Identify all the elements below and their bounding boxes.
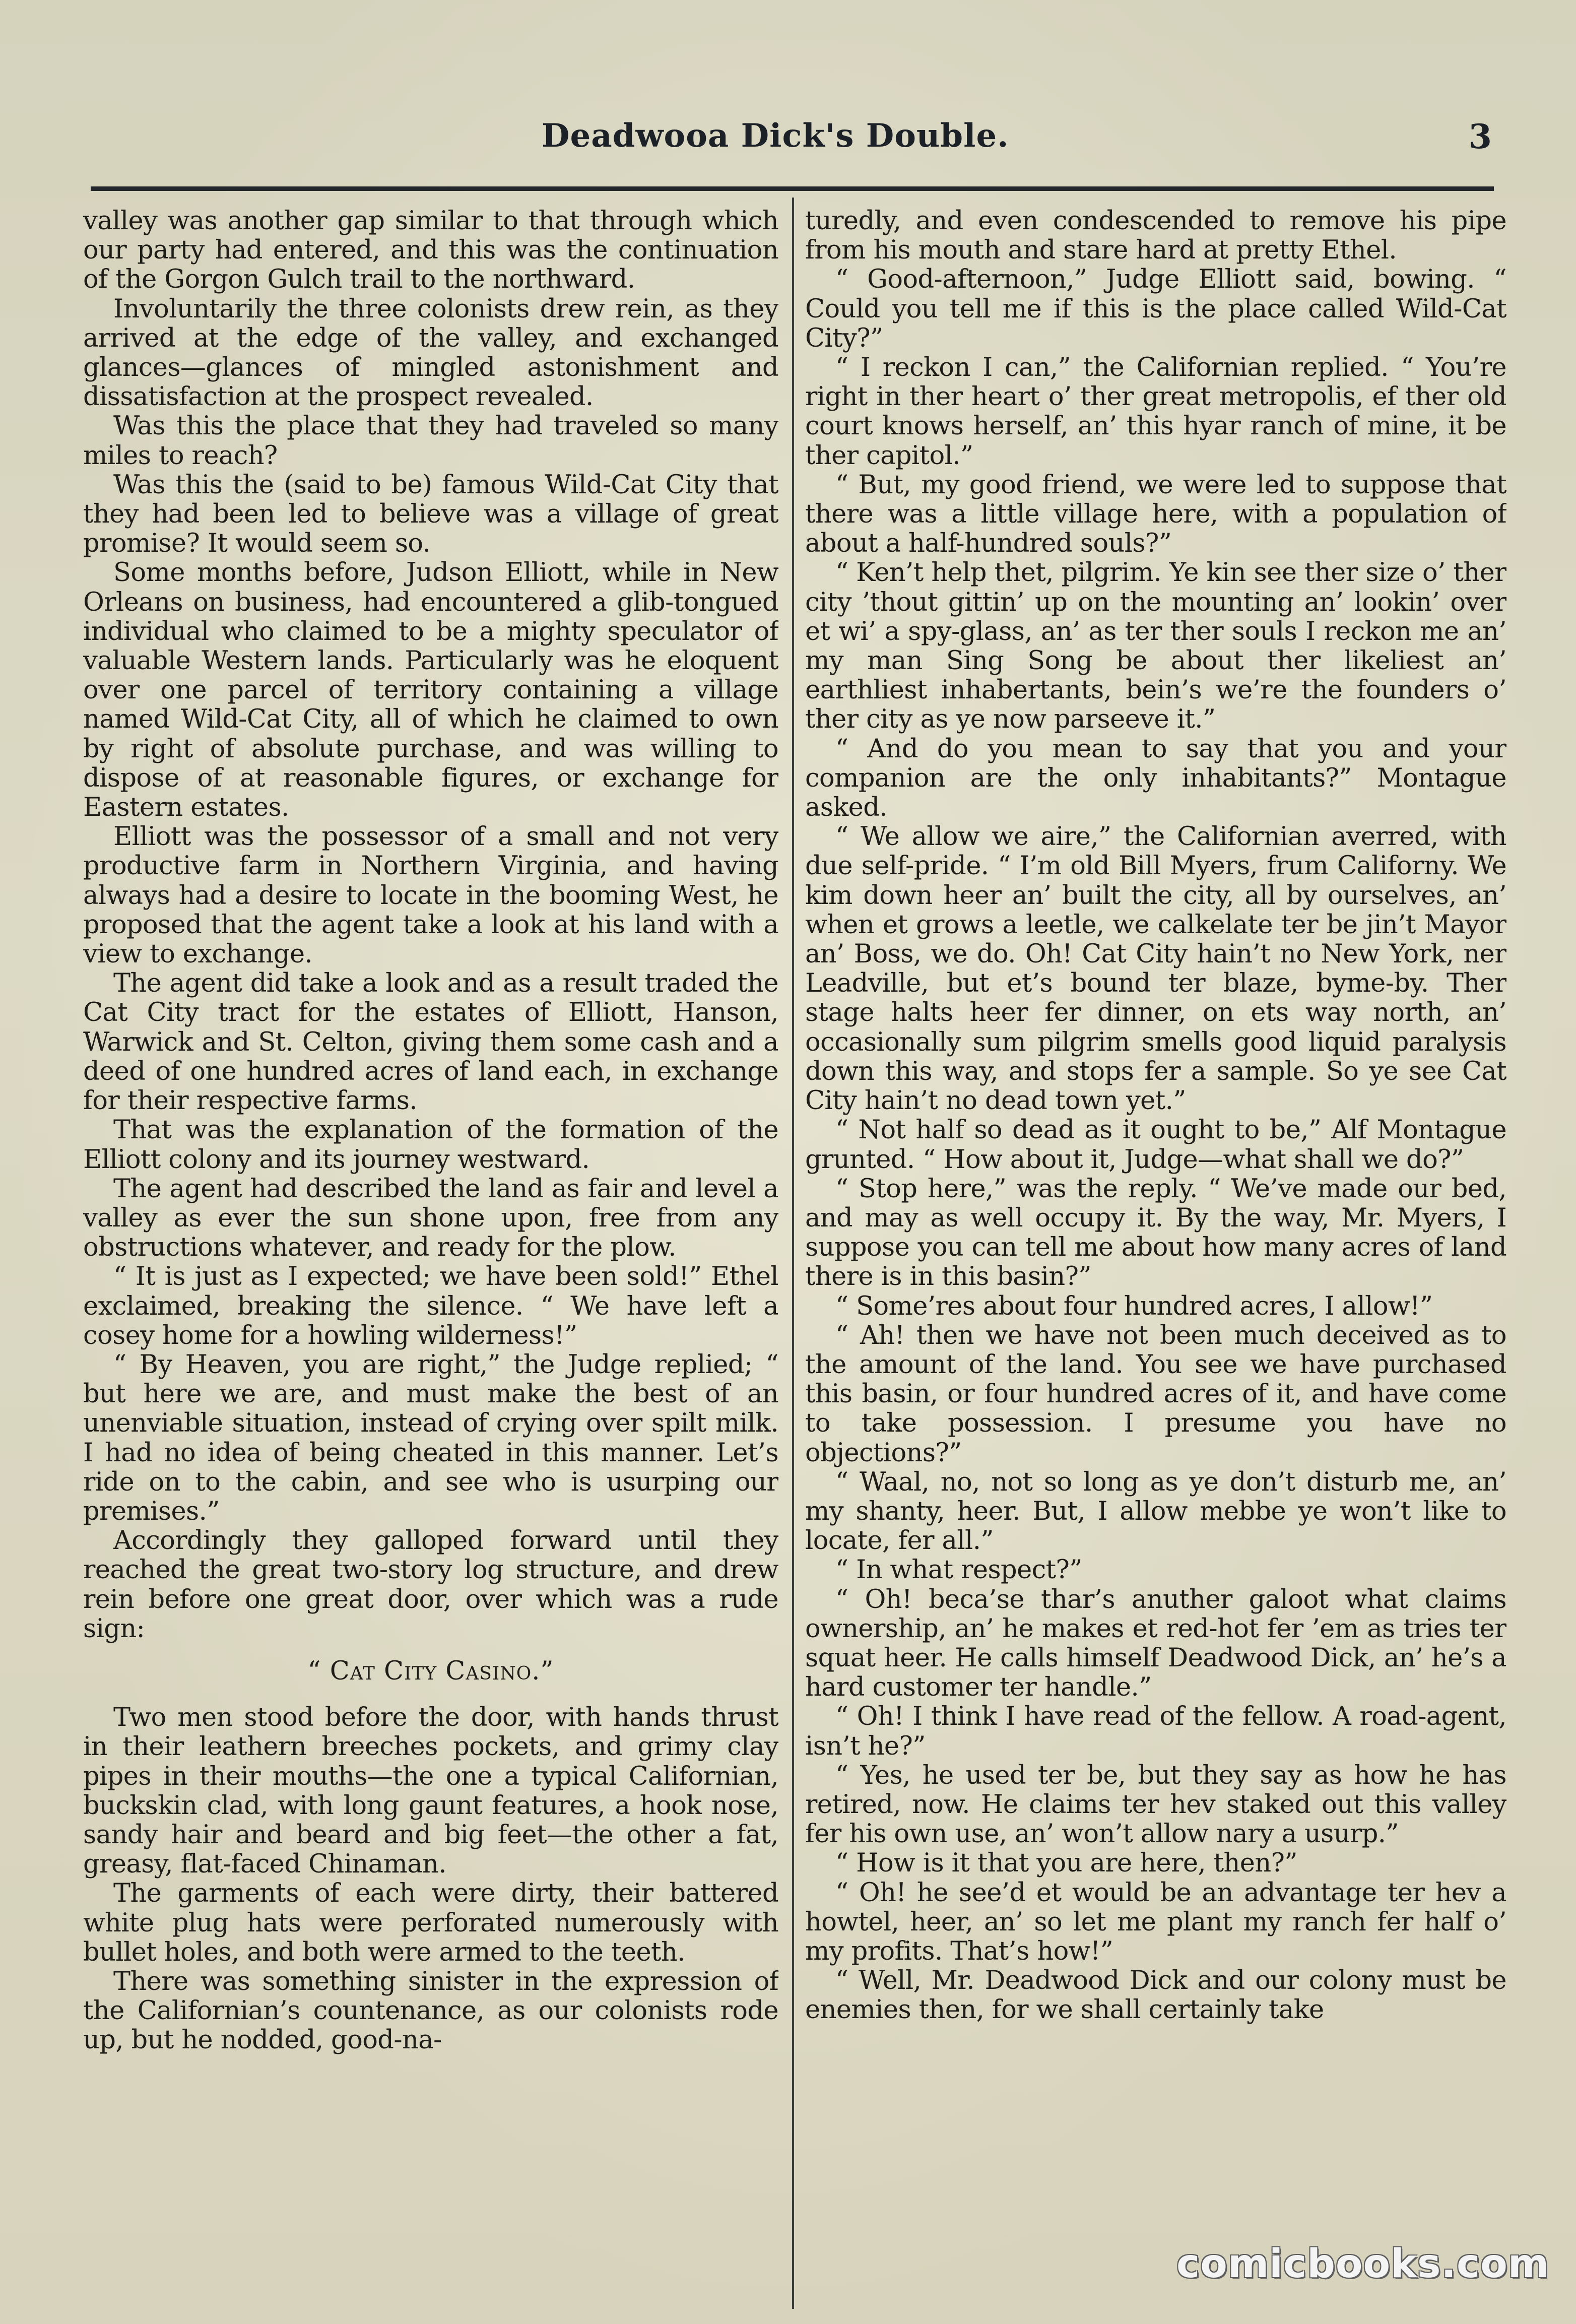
- paragraph: “ Not half so dead as it ought to be,” Alf Montague grunted. “ How about it, Judge—what shall we do?”: [805, 1115, 1506, 1175]
- page-number: 3: [1469, 117, 1492, 156]
- left-column: [83, 207, 778, 2313]
- paragraph: “ How is it that you are here, then?”: [835, 1848, 1297, 1879]
- column-divider: [792, 198, 794, 2309]
- paragraph: “ Some’res about four hundred acres, I allow!”: [835, 1291, 1433, 1321]
- paragraph: “ We allow we aire,” the Californian averred, with due self-pride. “ I’m old Bill Myers, frum Californy. We kim down heer an’ built the city, all by ourselves, an’ when et grows a leetle, we calkelate ter be jin’t Mayor an’ Boss, we do. Oh! Cat City hain’t no New York, ner Leadville, but et’s bound ter blaze, byme-by. Ther stage halts heer fer dinner, on ets way north, an’ occasionally sum pilgrim smells good liquid paralysis down this way, and stops fer a sample. So ye see Cat City hain’t no dead town yet.”: [805, 822, 1506, 1116]
- paragraph: “ And do you mean to say that you and your companion are the only inhabitants?” Montague asked.: [805, 734, 1506, 823]
- paragraph: valley was another gap similar to that through which our party had entered, and this was the continuation of the Gorgon Gulch trail to the northward.: [83, 207, 778, 295]
- paragraph: turedly, and even condescended to remove his pipe from his mouth and stare hard at pretty Ethel.: [805, 207, 1506, 266]
- paragraph: That was the explanation of the formation of the Elliott colony and its journey westward.: [83, 1115, 778, 1175]
- paragraph: “ But, my good friend, we were led to suppose that there was a little village here, with a population of about a half-hundred souls?”: [805, 470, 1506, 559]
- paragraph: The agent did take a look and as a result traded the Cat City tract for the estates of Elliott, Hanson, Warwick and St. Celton, giving them some cash and a deed of one hundred acres of land each, in exchange for their respective farms.: [83, 969, 778, 1116]
- paragraph: “ Ah! then we have not been much deceived as to the amount of the land. You see we have purchased this basin, or four hundred acres of it, and have come to take possession. I presume you have no objections?”: [805, 1320, 1506, 1468]
- running-header: [0, 117, 1576, 172]
- paragraph: The agent had described the land as fair and level a valley as ever the sun shone upon, free from any obstructions whatever, and ready for the plow.: [83, 1174, 778, 1263]
- paragraph: Involuntarily the three colonists drew rein, as they arrived at the edge of the valley, and exchanged glances—glances of mingled astonishment and dissatisfaction at the prospect revealed.: [83, 294, 778, 412]
- paragraph: “ In what respect?”: [835, 1555, 1082, 1585]
- paragraph: The garments of each were dirty, their battered white plug hats were perforated numerously with bullet holes, and both were armed to the teeth.: [83, 1879, 778, 1967]
- paragraph: Two men stood before the door, with hands thrust in their leathern breeches pockets, and grimy clay pipes in their mouths—the one a typical Californian, buckskin clad, with long gaunt features, a hook nose, sandy hair and beard and big feet—the other a fat, greasy, flat-faced Chinaman.: [83, 1703, 778, 1880]
- right-column: [805, 207, 1506, 2313]
- paragraph: Elliott was the possessor of a small and not very productive farm in Northern Virginia, and having always had a desire to locate in the booming West, he proposed that the agent take a look at his land with a view to exchange.: [83, 822, 778, 970]
- paragraph: Was this the (said to be) famous Wild-Cat City that they had been led to believe was a village of great promise? It would seem so.: [83, 470, 778, 559]
- paragraph: “ Waal, no, not so long as ye don’t disturb me, an’ my shanty, heer. But, I allow mebbe ye won’t like to locate, fer all.”: [805, 1467, 1506, 1556]
- paragraph: “ Oh! I think I have read of the fellow. A road-agent, isn’t he?”: [805, 1702, 1506, 1761]
- header-rule: [91, 186, 1494, 191]
- running-title: Deadwooa Dick's Double.: [542, 117, 1009, 155]
- paragraph: “ I reckon I can,” the Californian replied. “ You’re right in ther heart o’ ther great metropolis, ef ther old court knows herself, an’ this hyar ranch of mine, it be ther capitol.”: [805, 353, 1506, 471]
- paragraph: “ Oh! beca’se thar’s anuther galoot what claims ownership, an’ he makes et red-hot fer ’em as tries ter squat heer. He calls himself Deadwood Dick, an’ he’s a hard customer ter handle.”: [805, 1584, 1506, 1703]
- paragraph: Some months before, Judson Elliott, while in New Orleans on business, had encountered a glib-tongued individual who claimed to be a mighty speculator of valuable Western lands. Particularly was he eloquent over one parcel of territory containing a village named Wild-Cat City, all of which he claimed to own by right of absolute purchase, and was willing to dispose of at reasonable figures, or exchange for Eastern estates.: [83, 558, 778, 823]
- sign-text: “ Cat City Casino.”: [307, 1656, 554, 1686]
- paragraph: Accordingly they galloped forward until they reached the great two-story log structure, and drew rein before one great door, over which was a rude sign:: [83, 1526, 778, 1644]
- paragraph: “ Ken’t help thet, pilgrim. Ye kin see ther size o’ ther city ’thout gittin’ up on the mounting an’ lookin’ over et wi’ a spy-glass, an’ as ter ther souls I reckon me an’ my man Sing Song be about ther likeliest an’ earthliest inhabertants, bein’s we’re the founders o’ ther city as ye now parseeve it.”: [805, 558, 1506, 735]
- paragraph: “ Yes, he used ter be, but they say as how he has retired, now. He claims ter hev staked out this valley fer his own use, an’ won’t allow nary a usurp.”: [805, 1760, 1506, 1849]
- watermark: comicbooks.com: [1176, 2241, 1550, 2287]
- paragraph: Was this the place that they had traveled so many miles to reach?: [83, 411, 778, 471]
- paragraph: “ It is just as I expected; we have been sold!” Ethel exclaimed, breaking the silence. “ We have left a cosey home for a howling wilderness!”: [83, 1262, 778, 1350]
- paragraph: “ By Heaven, you are right,” the Judge replied; “ but here we are, and must make the best of an unenviable situation, instead of crying over spilt milk. I had no idea of being cheated in this manner. Let’s ride on to the cabin, and see who is usurping our premises.”: [83, 1349, 778, 1526]
- paragraph: “ Stop here,” was the reply. “ We’ve made our bed, and may as well occupy it. By the way, Mr. Myers, I suppose you can tell me about how many acres of land there is in this basin?”: [805, 1174, 1506, 1292]
- paragraph: “ Good-afternoon,” Judge Elliott said, bowing. “ Could you tell me if this is the place called Wild-Cat City?”: [805, 265, 1506, 353]
- paragraph: There was something sinister in the expression of the Californian’s countenance, as our colonists rode up, but he nodded, good-na-: [83, 1966, 778, 2055]
- paragraph: “ Oh! he see’d et would be an advantage ter hev a howtel, heer, an’ so let me plant my ranch fer half o’ my profits. That’s how!”: [805, 1878, 1506, 1966]
- paragraph: “ Well, Mr. Deadwood Dick and our colony must be enemies then, for we shall certainly take: [805, 1966, 1506, 2025]
